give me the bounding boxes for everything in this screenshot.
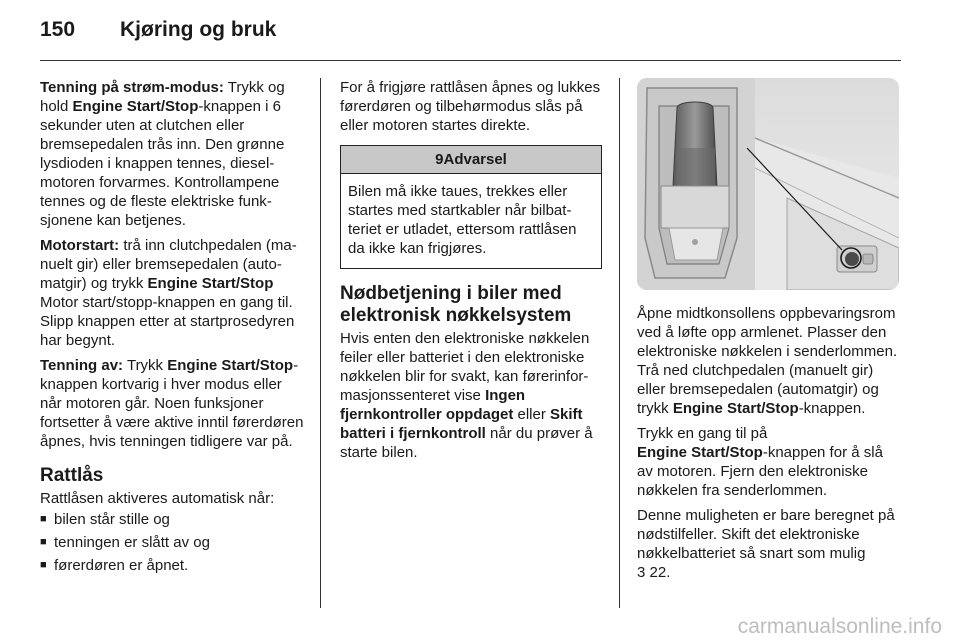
ignition-off-label: Tenning av: bbox=[40, 357, 124, 374]
column-3 bbox=[637, 78, 902, 588]
power-mode-label: Tenning på strøm-modus: bbox=[40, 79, 224, 96]
page-reference[interactable]: 22. bbox=[645, 564, 671, 581]
ignition-off-text-b: -knappen kortvarig i hver modus eller når motoren går. Noen funksjoner fortsetter å være aktive inntil førerdøren åpnes, hvis tenningen tidligere var på. bbox=[40, 357, 304, 450]
insert-key-button-name: Engine Start/Stop bbox=[672, 400, 799, 417]
power-mode-text-a: Trykk og hold bbox=[40, 79, 285, 115]
insert-key-text-a: Åpne midtkonsollens oppbevaringsrom ved å løfte opp armlenet. Plasser den elektroniske nøkkelen i senderlommen. Trå ned clutchpedalen (manuelt gir) eller bremsepedalen (automatgir) og trykk bbox=[637, 305, 898, 417]
section-heading-emergency: Nødbetjening i biler med elektronisk nøkkelsystem bbox=[340, 283, 572, 326]
console-key-pocket-illustration bbox=[637, 78, 899, 290]
column-divider-1 bbox=[320, 78, 321, 608]
paragraph-insert-key bbox=[637, 304, 902, 418]
list-item: ■ bilen står stille og bbox=[40, 510, 306, 529]
emergency-only-text: Denne muligheten er bare beregnet på nødstilfeller. Skift det elektroniske nøkkelbatteriet så snart som mulig bbox=[637, 507, 895, 562]
page-reference-icon: 3 bbox=[637, 564, 646, 581]
header-divider bbox=[40, 60, 901, 61]
column-2 bbox=[340, 78, 602, 468]
paragraph-stop-engine bbox=[637, 424, 902, 500]
warning-header bbox=[341, 146, 601, 174]
steering-lock-conditions bbox=[40, 510, 306, 575]
paragraph-ignition-off bbox=[40, 356, 306, 451]
power-mode-text-b: -knappen i 6 sekunder uten at clutchen eller bremsepedalen trås inn. Den grønne lysdioden i knappen tennes, dieselmotoren forvarmes. Kontrollampene tennes og de fleste elektriske funksjonene kan betjenes. bbox=[40, 98, 285, 229]
key-failure-text-c: når du prøver å starte bilen. bbox=[340, 425, 593, 461]
stop-engine-text-b: -knappen for å slå av motoren. Fjern den elektroniske nøkkelen fra senderlommen. bbox=[637, 444, 883, 499]
ignition-off-text-a: Trykk bbox=[123, 357, 168, 374]
column-1 bbox=[40, 78, 306, 579]
list-item: ■ førerdøren er åpnet. bbox=[40, 556, 306, 575]
paragraph-engine-start bbox=[40, 236, 306, 350]
page-title: Kjøring og bruk bbox=[120, 18, 277, 41]
section-heading-steering-lock: Rattlås bbox=[40, 465, 104, 486]
page-header bbox=[40, 18, 276, 48]
list-item: ■ tenningen er slått av og bbox=[40, 533, 306, 552]
engine-start-text-a: trå inn clutchpedalen (manuelt gir) eller bremsepedalen (automatgir) og trykk bbox=[40, 237, 297, 292]
insert-key-text-b: -knappen. bbox=[798, 400, 866, 417]
warning-box bbox=[340, 145, 602, 269]
message-no-remote: Ingen fjernkontroller oppdaget bbox=[340, 387, 526, 423]
page-number: 150 bbox=[40, 18, 76, 41]
paragraph-key-failure bbox=[340, 329, 602, 462]
stop-engine-button-name: Engine Start/Stop bbox=[637, 444, 763, 461]
warning-triangle-icon: 9 bbox=[435, 151, 444, 168]
steering-lock-intro: Rattlåsen aktiveres automatisk når: bbox=[40, 490, 275, 507]
engine-start-button-name: Engine Start/Stop bbox=[147, 275, 274, 292]
paragraph-power-mode bbox=[40, 78, 306, 230]
engine-start-label: Motorstart: bbox=[40, 237, 120, 254]
paragraph-emergency-only bbox=[637, 506, 902, 582]
key-failure-text-b: eller bbox=[513, 406, 551, 423]
warning-title: Advarsel bbox=[443, 151, 507, 168]
warning-text: Bilen må ikke taues, trekkes eller startes med startkabler når bilbatteriet er utladet, ettersom rattlåsen da ikke kan frigjøres. bbox=[348, 183, 577, 257]
ignition-off-button-name: Engine Start/Stop bbox=[167, 357, 294, 374]
stop-engine-text-a: Trykk en gang til på bbox=[637, 425, 768, 442]
watermark: carmanualsonline.info bbox=[737, 615, 942, 638]
engine-start-text-b: Motor start/stopp-knappen en gang til. Slipp knappen etter at startprosedyren har begynt. bbox=[40, 294, 295, 349]
key-failure-text-a: Hvis enten den elektroniske nøkkelen feiler eller batteriet i den elektroniske nøkkelen blir for svakt, kan førerinformasjonssenteret vise bbox=[340, 330, 590, 404]
column-divider-2 bbox=[619, 78, 620, 608]
message-replace-battery: Skift batteri i fjernkontroll bbox=[340, 406, 583, 442]
power-mode-button-name: Engine Start/Stop bbox=[72, 98, 199, 115]
paragraph-unlock-steering: For å frigjøre rattlåsen åpnes og lukkes førerdøren og tilbehørmodus slås på eller motoren startes direkte. bbox=[340, 79, 601, 134]
